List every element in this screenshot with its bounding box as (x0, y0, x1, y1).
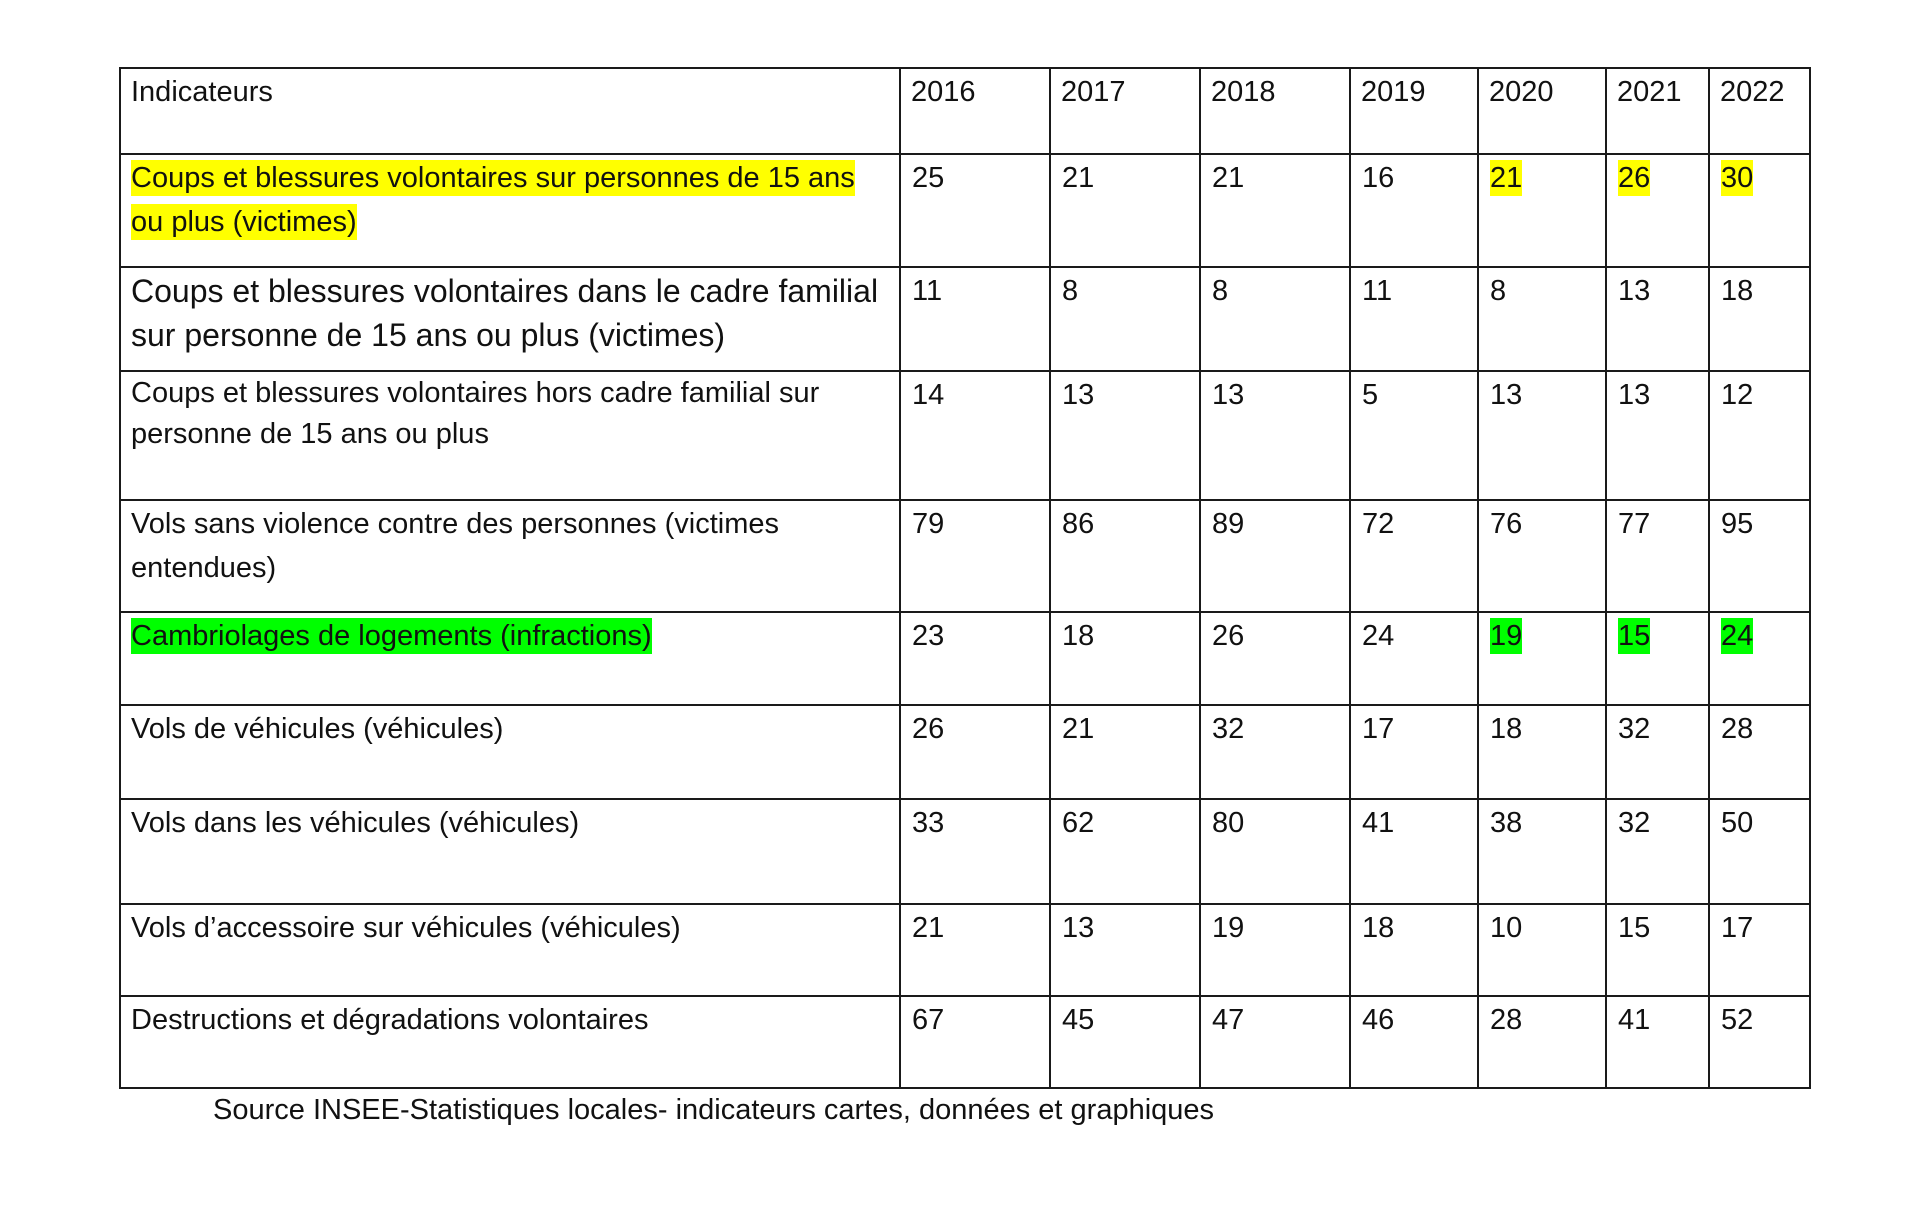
table-row (120, 705, 1810, 799)
value-cell: 33 (900, 799, 1050, 904)
value-cell: 17 (1350, 705, 1478, 799)
header-indicator-label: Indicateurs (120, 68, 900, 154)
highlighted-value: 19 (1490, 620, 1523, 652)
value-cell: 79 (900, 500, 1050, 612)
table-row (120, 996, 1810, 1088)
value-cell: 13 (1200, 371, 1350, 500)
value-cell (1606, 154, 1709, 267)
table-row (120, 154, 1810, 267)
row-indicator: Vols dans les véhicules (véhicules) (120, 799, 900, 904)
row-indicator: Coups et blessures volontaires dans le cadre familial sur personne de 15 ans ou plus (victimes) (120, 267, 900, 371)
value-cell: 11 (1350, 267, 1478, 371)
highlighted-value: 30 (1721, 162, 1754, 194)
value-cell: 62 (1050, 799, 1200, 904)
header-year-2021: 2021 (1606, 68, 1709, 154)
value-cell: 32 (1200, 705, 1350, 799)
value-cell: 24 (1350, 612, 1478, 705)
value-cell: 14 (900, 371, 1050, 500)
highlighted-value: 26 (1618, 162, 1651, 194)
value-cell: 13 (1606, 267, 1709, 371)
row-indicator (120, 612, 900, 705)
indicator-label: Cambriolages de logements (infractions) (131, 620, 652, 652)
table-row (120, 612, 1810, 705)
indicator-label: Coups et blessures volontaires sur personnes de 15 ans ou plus (victimes) (131, 162, 855, 238)
value-cell: 18 (1709, 267, 1810, 371)
row-indicator: Coups et blessures volontaires hors cadre familial sur personne de 15 ans ou plus (120, 371, 900, 500)
row-indicator: Vols de véhicules (véhicules) (120, 705, 900, 799)
value-cell: 26 (1200, 612, 1350, 705)
value-cell: 23 (900, 612, 1050, 705)
header-year-2022: 2022 (1709, 68, 1810, 154)
statistics-table (119, 67, 1811, 1089)
value-cell: 21 (900, 904, 1050, 996)
header-year-2017: 2017 (1050, 68, 1200, 154)
value-cell: 80 (1200, 799, 1350, 904)
value-cell: 12 (1709, 371, 1810, 500)
value-cell (1709, 612, 1810, 705)
value-cell: 11 (900, 267, 1050, 371)
value-cell: 25 (900, 154, 1050, 267)
value-cell: 13 (1050, 904, 1200, 996)
row-indicator: Vols sans violence contre des personnes (victimes entendues) (120, 500, 900, 612)
value-cell: 13 (1050, 371, 1200, 500)
value-cell: 15 (1606, 904, 1709, 996)
highlighted-value: 15 (1618, 620, 1651, 652)
value-cell: 21 (1050, 154, 1200, 267)
value-cell: 21 (1050, 705, 1200, 799)
value-cell: 86 (1050, 500, 1200, 612)
row-indicator: Destructions et dégradations volontaires (120, 996, 900, 1088)
value-cell: 77 (1606, 500, 1709, 612)
value-cell: 10 (1478, 904, 1606, 996)
highlighted-value: 24 (1721, 620, 1754, 652)
value-cell: 47 (1200, 996, 1350, 1088)
value-cell: 67 (900, 996, 1050, 1088)
table-row (120, 500, 1810, 612)
value-cell: 28 (1478, 996, 1606, 1088)
value-cell: 18 (1478, 705, 1606, 799)
value-cell: 95 (1709, 500, 1810, 612)
value-cell: 18 (1350, 904, 1478, 996)
header-row (120, 68, 1810, 154)
value-cell: 26 (900, 705, 1050, 799)
value-cell: 50 (1709, 799, 1810, 904)
source-note: Source INSEE-Statistiques locales- indicateurs cartes, données et graphiques (213, 1094, 1215, 1126)
table-row (120, 799, 1810, 904)
value-cell: 38 (1478, 799, 1606, 904)
highlighted-value: 21 (1490, 162, 1523, 194)
table-row (120, 371, 1810, 500)
value-cell (1606, 612, 1709, 705)
value-cell: 46 (1350, 996, 1478, 1088)
row-indicator (120, 154, 900, 267)
value-cell: 89 (1200, 500, 1350, 612)
value-cell (1478, 612, 1606, 705)
value-cell: 76 (1478, 500, 1606, 612)
header-year-2016: 2016 (900, 68, 1050, 154)
value-cell: 28 (1709, 705, 1810, 799)
value-cell: 52 (1709, 996, 1810, 1088)
value-cell: 32 (1606, 705, 1709, 799)
header-year-2020: 2020 (1478, 68, 1606, 154)
row-indicator: Vols d’accessoire sur véhicules (véhicules) (120, 904, 900, 996)
value-cell: 8 (1200, 267, 1350, 371)
value-cell: 18 (1050, 612, 1200, 705)
header-year-2018: 2018 (1200, 68, 1350, 154)
value-cell: 21 (1200, 154, 1350, 267)
value-cell (1478, 154, 1606, 267)
value-cell: 41 (1350, 799, 1478, 904)
value-cell: 32 (1606, 799, 1709, 904)
table-row (120, 904, 1810, 996)
value-cell: 5 (1350, 371, 1478, 500)
value-cell: 45 (1050, 996, 1200, 1088)
value-cell: 8 (1478, 267, 1606, 371)
header-year-2019: 2019 (1350, 68, 1478, 154)
value-cell: 19 (1200, 904, 1350, 996)
value-cell: 8 (1050, 267, 1200, 371)
value-cell: 41 (1606, 996, 1709, 1088)
value-cell: 16 (1350, 154, 1478, 267)
value-cell (1709, 154, 1810, 267)
value-cell: 72 (1350, 500, 1478, 612)
table-row (120, 267, 1810, 371)
value-cell: 13 (1478, 371, 1606, 500)
value-cell: 17 (1709, 904, 1810, 996)
value-cell: 13 (1606, 371, 1709, 500)
